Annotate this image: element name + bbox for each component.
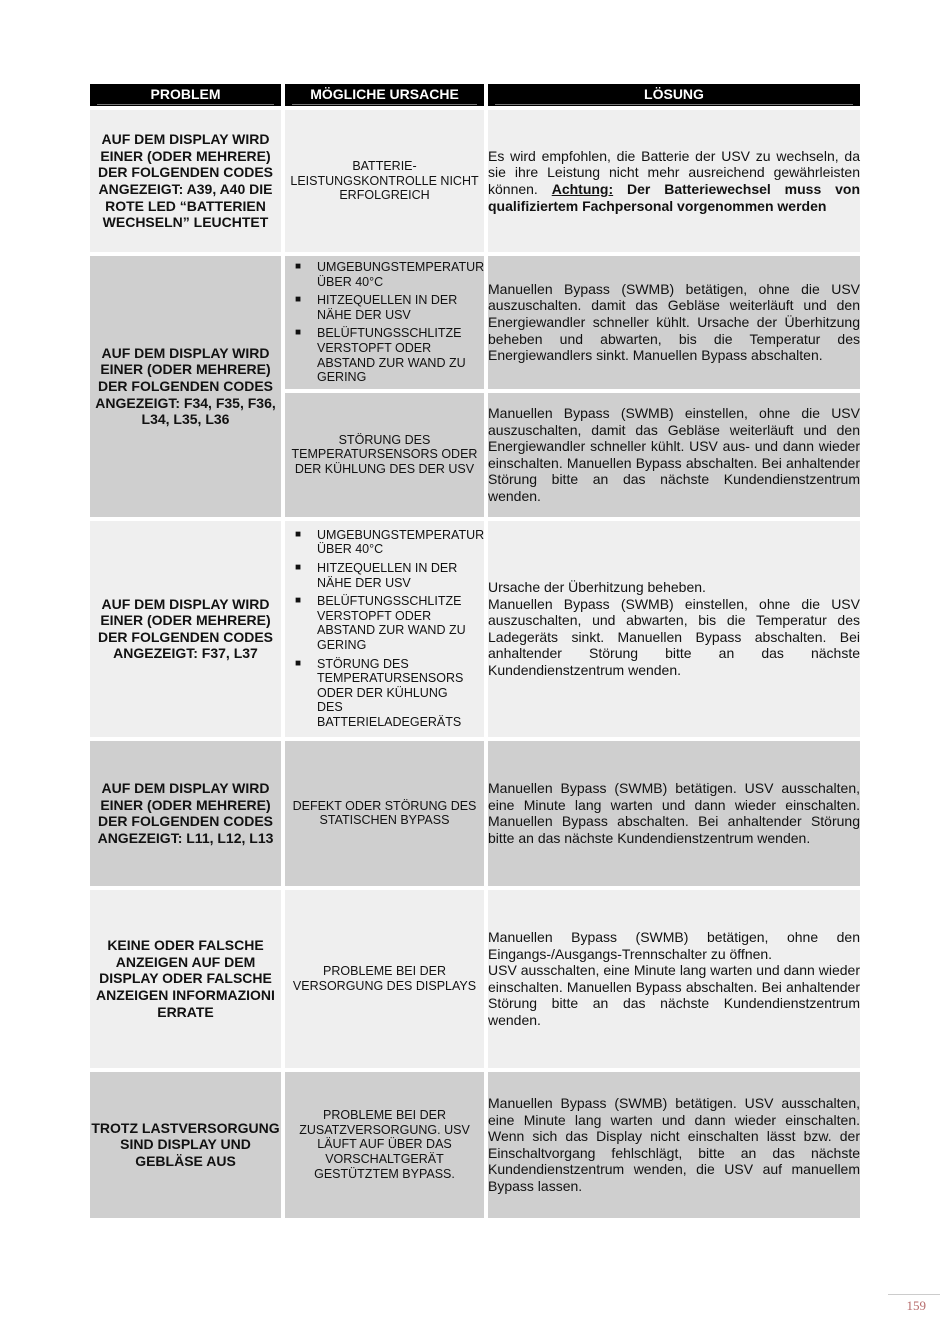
bullet-icon: ■ [295,327,302,339]
list-item: ■ BELÜFTUNGSSCHLITZE VERSTOPFT ODER ABSTAND ZUR WAND ZU GERING [295,326,466,385]
page-number-rule [888,1294,940,1295]
bullet-icon: ■ [295,528,302,540]
list-item: ■ UMGEBUNGSTEMPERATUR ÜBER 40°C [295,260,485,289]
problem-cell: AUF DEM DISPLAY WIRD EINER (ODER MEHRERE) DER FOLGENDEN CODES ANGEZEIGT: A39, A40 DIE ROTE LED “BATTERIEN WECHSELN” LEUCHTET [90,106,285,252]
solution-cell [488,106,860,252]
cause-cell: BATTERIE-LEISTUNGSKONTROLLE NICHT ERFOLGREICH [285,106,488,252]
solution-cell: Manuellen Bypass (SWMB) einstellen, ohne die USV auszuschalten, damit das Gebläse weiterläuft und den Energiewandler schneller kühlt. USV aus- und dann wieder einschalten. Manuellen Bypass abschalten. Bei anhaltender Störung bitte an das nächste Kundendienstzentrum wenden. [488,389,860,517]
table-header-row [90,84,860,106]
attention-label: Achtung: [551,181,614,197]
cause-cell: PROBLEME BEI DER VERSORGUNG DES DISPLAYS [285,886,488,1068]
solution-cell: Manuellen Bypass (SWMB) betätigen. USV ausschalten, eine Minute lang warten und dann wieder einschalten. Wenn sich das Display nicht einschalten lässt bzw. der Einschaltvorgang fehlschlägt, bitte an das nächste Kundendienstzentrum wenden, die USV auf manuellem Bypass lassen. [488,1068,860,1218]
cause-cell [285,517,488,737]
list-item: ■ HITZEQUELLEN IN DER NÄHE DER USV [295,293,458,322]
cause-list [285,256,484,389]
table-row [90,886,860,1068]
attention-text: Der Batteriewechsel muss von qualifiziertem Fachpersonal vorgenommen werden [488,181,860,214]
list-item: ■ STÖRUNG DES TEMPERATURSENSORS ODER DER KÜHLUNG DES BATTERIELADEGERÄTS [295,656,464,730]
bullet-icon: ■ [295,562,302,574]
list-item: ■ BELÜFTUNGSSCHLITZE VERSTOPFT ODER ABSTAND ZUR WAND ZU GERING [295,594,466,653]
solution-cell: Manuellen Bypass (SWMB) betätigen. USV ausschalten, eine Minute lang warten und dann wieder einschalten. Manuellen Bypass abschalten. Bei anhaltender Störung bitte an das nächste Kundendienstzentrum wenden. [488,737,860,886]
bullet-icon: ■ [295,657,302,669]
list-item: ■ HITZEQUELLEN IN DER NÄHE DER USV [295,561,458,590]
cause-list [285,524,484,734]
solution-first-line: Ursache der Überhitzung beheben. [488,578,706,595]
header-cause: MÖGLICHE URSACHE [285,84,488,106]
list-item: ■ UMGEBUNGSTEMPERATUR ÜBER 40°C [295,527,485,557]
bullet-icon: ■ [295,294,302,306]
header-solution: LÖSUNG [488,84,860,106]
table-row [90,252,860,389]
bullet-icon: ■ [295,261,302,272]
page-number: 159 [906,1298,926,1313]
cause-cell: DEFEKT ODER STÖRUNG DES STATISCHEN BYPASS [285,737,488,886]
bullet-icon: ■ [295,595,302,607]
solution-cell: Manuellen Bypass (SWMB) betätigen, ohne die USV auszuschalten. damit das Gebläse weiterläuft und den Energiewandler schneller kühlt. Ursache der Überhitzung beheben und abwarten, bis die Temperatur des Energiewandlers sinkt. Manuellen Bypass abschalten. [488,252,860,389]
cause-cell: STÖRUNG DES TEMPERATURSENSORS ODER DER KÜHLUNG DES DER USV [285,389,488,517]
solution-cell [488,517,860,737]
table-row [90,517,860,737]
solution-text: Es wird empfohlen, die Batterie der USV zu wechseln, da sie ihre Leistung nicht mehr ausreichend gewährleisten können. [488,147,860,197]
cause-cell: PROBLEME BEI DER ZUSATZVERSORGUNG. USV LÄUFT AUF ÜBER DAS VORSCHALTGERÄT GESTÜTZTEM BYPASS. [285,1068,488,1218]
cause-cell [285,252,488,389]
solution-first-line: Manuellen Bypass (SWMB) betätigen, ohne den Eingangs-/Ausgangs-Trennschalter zu öffnen. [488,928,860,962]
header-problem: PROBLEM [90,84,285,106]
solution-text: USV ausschalten, eine Minute lang warten und dann wieder einschalten. Manuellen Bypass abschalten. Bei anhaltender Störung bitte an das nächste Kundendienstzentrum wenden. [488,962,860,1028]
table-row [90,737,860,886]
attention-note [488,181,860,214]
table-row [90,1068,860,1218]
solution-text: Manuellen Bypass (SWMB) einstellen, ohne die USV auszuschalten, und abwarten, bis die Temperatur des Ladegeräts sinkt. Manuellen Bypass abschalten. Bei anhaltender Störung bitte an das nächste Kundendienstzentrum wenden. [488,595,860,678]
problem-cell: KEINE ODER FALSCHE ANZEIGEN AUF DEM DISPLAY ODER FALSCHE ANZEIGEN INFORMAZIONI ERRATE [90,886,285,1068]
troubleshooting-table [90,84,860,1218]
solution-cell [488,886,860,1068]
problem-cell: TROTZ LASTVERSORGUNG SIND DISPLAY UND GEBLÄSE AUS [90,1068,285,1218]
table-row [90,106,860,252]
problem-cell: AUF DEM DISPLAY WIRD EINER (ODER MEHRERE) DER FOLGENDEN CODES ANGEZEIGT: L11, L12, L13 [90,737,285,886]
problem-cell: AUF DEM DISPLAY WIRD EINER (ODER MEHRERE) DER FOLGENDEN CODES ANGEZEIGT: F34, F35, F36, L34, L35, L36 [90,252,285,517]
problem-cell: AUF DEM DISPLAY WIRD EINER (ODER MEHRERE) DER FOLGENDEN CODES ANGEZEIGT: F37, L37 [90,517,285,737]
